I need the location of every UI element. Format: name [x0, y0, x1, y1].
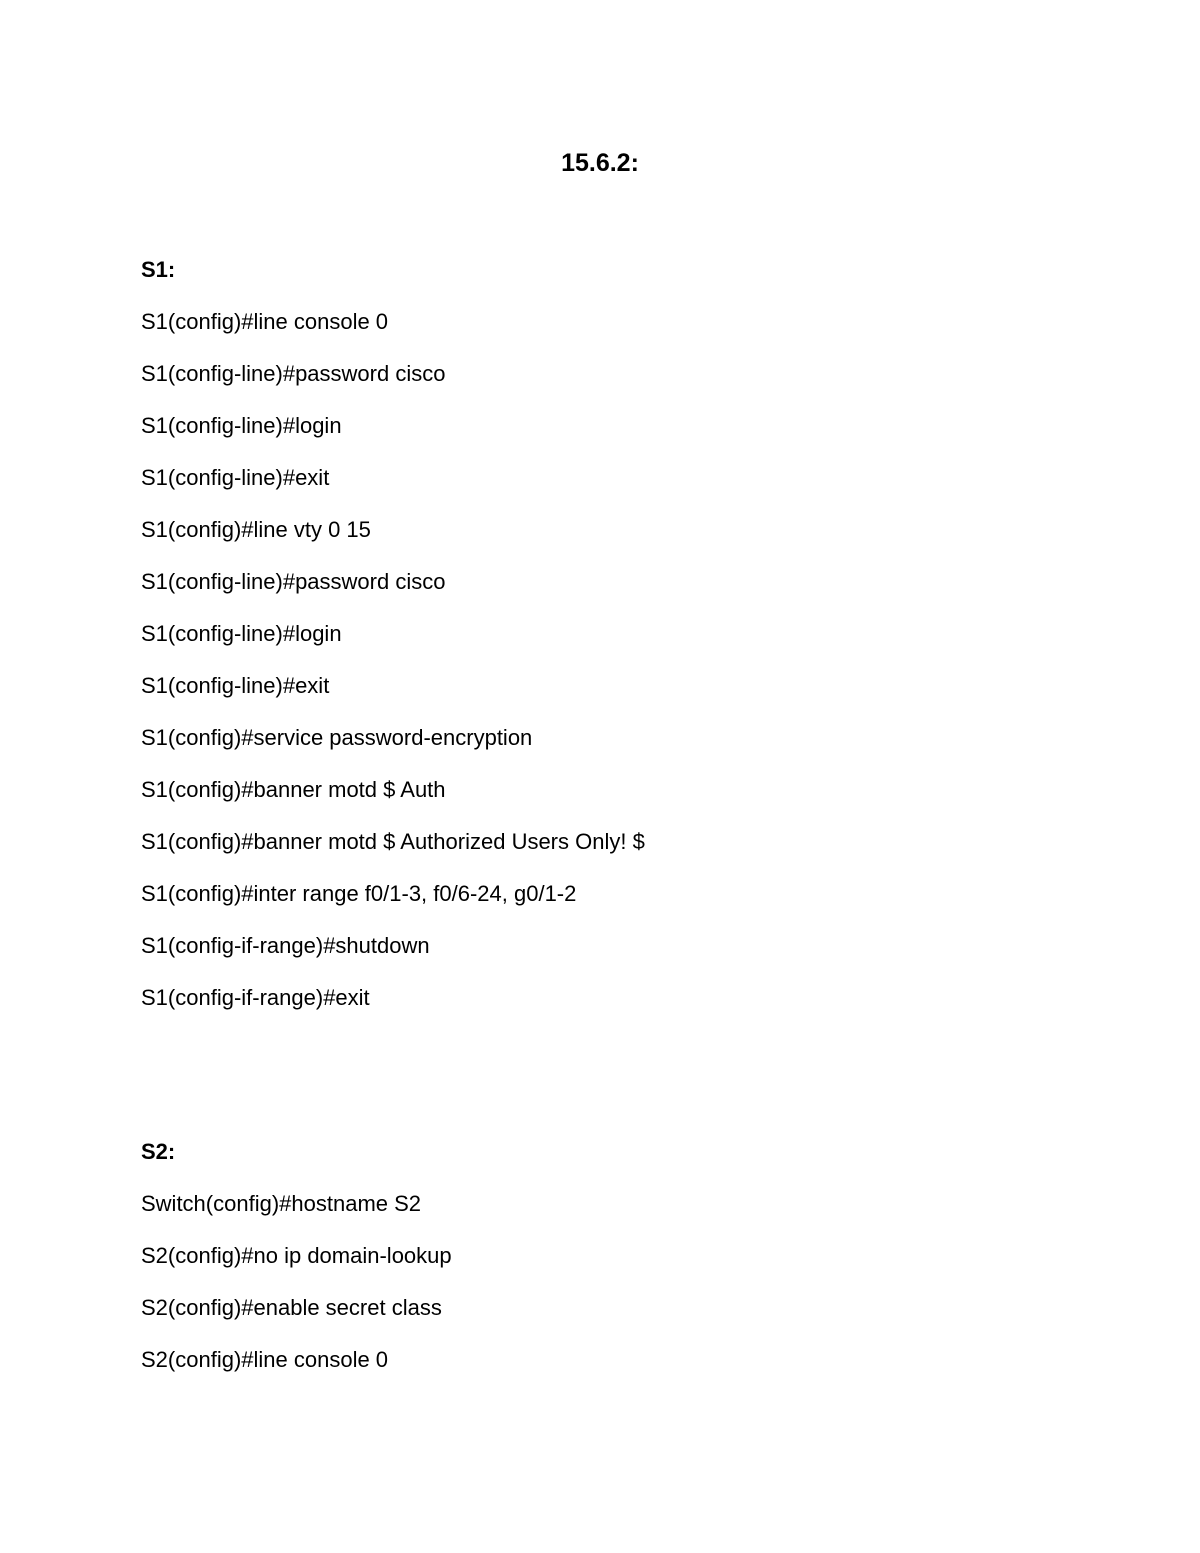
section-s1: [141, 255, 1041, 1035]
command-line: S1(config-line)#login: [141, 413, 342, 438]
section-s2: [141, 1137, 1041, 1397]
command-line: S1(config-line)#exit: [141, 673, 330, 698]
command-line: S1(config-line)#login: [141, 621, 342, 646]
command-line: S1(config)#service password-encryption: [141, 725, 533, 750]
section-heading: S1:: [141, 257, 176, 282]
command-line: S1(config-line)#password cisco: [141, 569, 446, 594]
page-title: 15.6.2:: [561, 149, 639, 177]
command-line: S2(config)#line console 0: [141, 1347, 389, 1372]
command-line: S2(config)#enable secret class: [141, 1295, 442, 1320]
command-line: S1(config)#banner motd $ Authorized Users Only! $: [141, 829, 645, 854]
section-heading: S2:: [141, 1139, 176, 1164]
command-line: S2(config)#no ip domain-lookup: [141, 1243, 452, 1268]
command-line: Switch(config)#hostname S2: [141, 1191, 422, 1216]
command-line: S1(config)#line console 0: [141, 309, 389, 334]
command-line: S1(config)#line vty 0 15: [141, 517, 371, 542]
command-line: S1(config-if-range)#exit: [141, 985, 370, 1010]
command-line: S1(config)#banner motd $ Auth: [141, 777, 446, 802]
command-line: S1(config)#inter range f0/1-3, f0/6-24, g0/1-2: [141, 881, 577, 906]
command-line: S1(config-line)#password cisco: [141, 361, 446, 386]
command-line: S1(config-line)#exit: [141, 465, 330, 490]
command-line: S1(config-if-range)#shutdown: [141, 933, 430, 958]
